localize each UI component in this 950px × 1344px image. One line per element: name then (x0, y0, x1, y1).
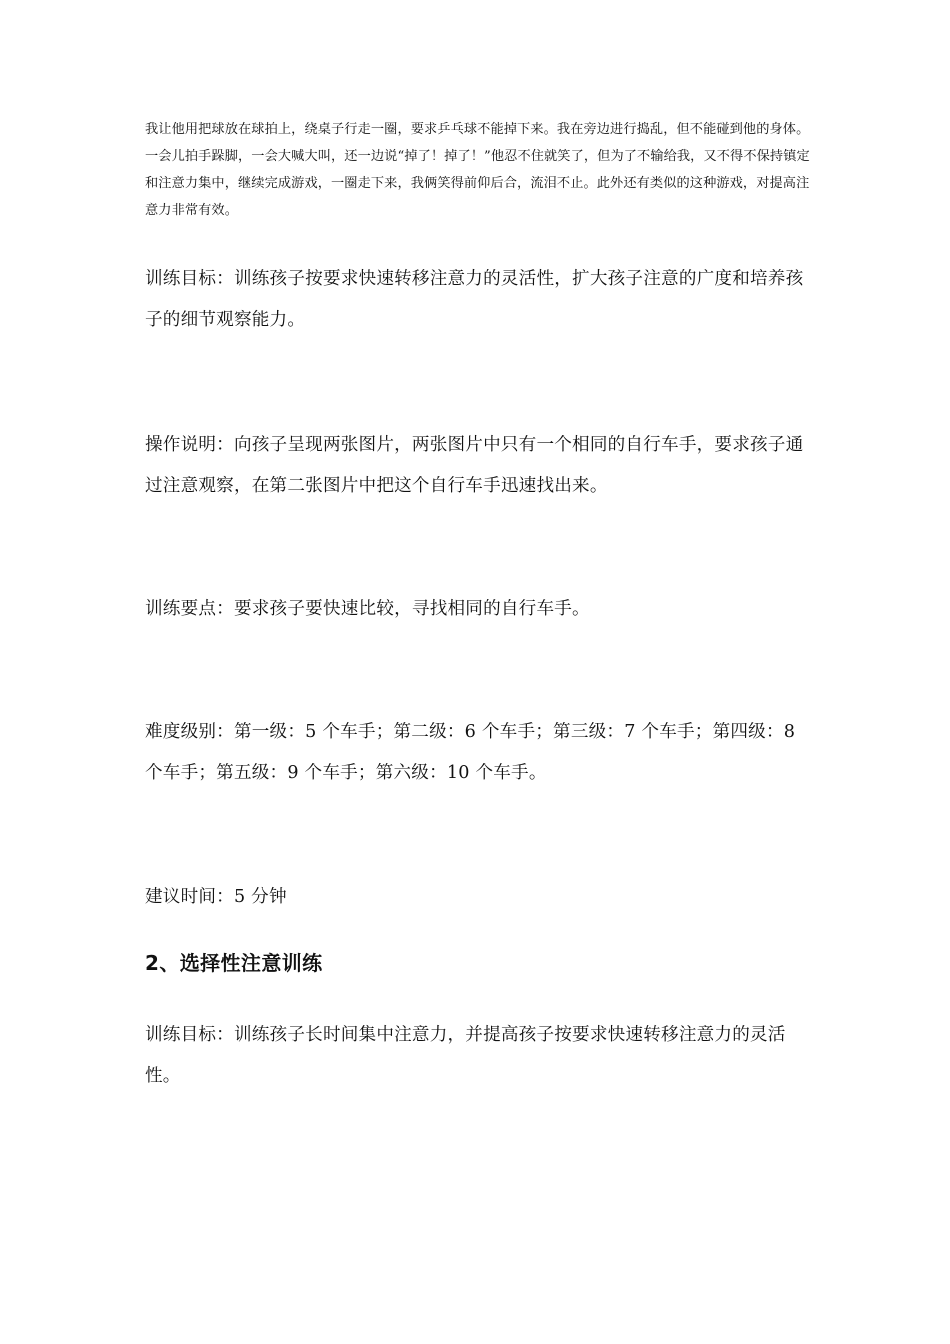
section1-suggested-time: 建议时间：5 分钟 (145, 887, 287, 907)
section1-difficulty-paragraph: 难度级别：第一级：5 个车手；第二级：6 个车手；第三级：7 个车手；第四级：8 个车手；第五级：9 个车手；第六级：10 个车手。 (145, 722, 796, 783)
section2-goal-paragraph: 训练目标：训练孩子长时间集中注意力，并提高孩子按要求快速转移注意力的灵活性。 (145, 1025, 786, 1086)
section1-instructions-paragraph: 操作说明：向孩子呈现两张图片，两张图片中只有一个相同的自行车手，要求孩子通过注意观察，在第二张图片中把这个自行车手迅速找出来。 (145, 435, 804, 496)
section2-heading: 2、选择性注意训练 (145, 951, 323, 975)
section1-key-points-paragraph: 训练要点：要求孩子要快速比较，寻找相同的自行车手。 (145, 599, 590, 619)
section1-goal-paragraph: 训练目标：训练孩子按要求快速转移注意力的灵活性，扩大孩子注意的广度和培养孩子的细节观察能力。 (145, 269, 804, 330)
intro-paragraph: 我让他用把球放在球拍上，绕桌子行走一圈，要求乒乓球不能掉下来。我在旁边进行捣乱，但不能碰到他的身体。一会儿拍手跺脚，一会大喊大叫，还一边说“掉了！掉了！”他忍不住就笑了，但为了不输给我，又不得不保持镇定和注意力集中，继续完成游戏，一圈走下来，我俩笑得前仰后合，流泪不止。此外还有类似的这种游戏，对提高注意力非常有效。 (145, 122, 810, 218)
